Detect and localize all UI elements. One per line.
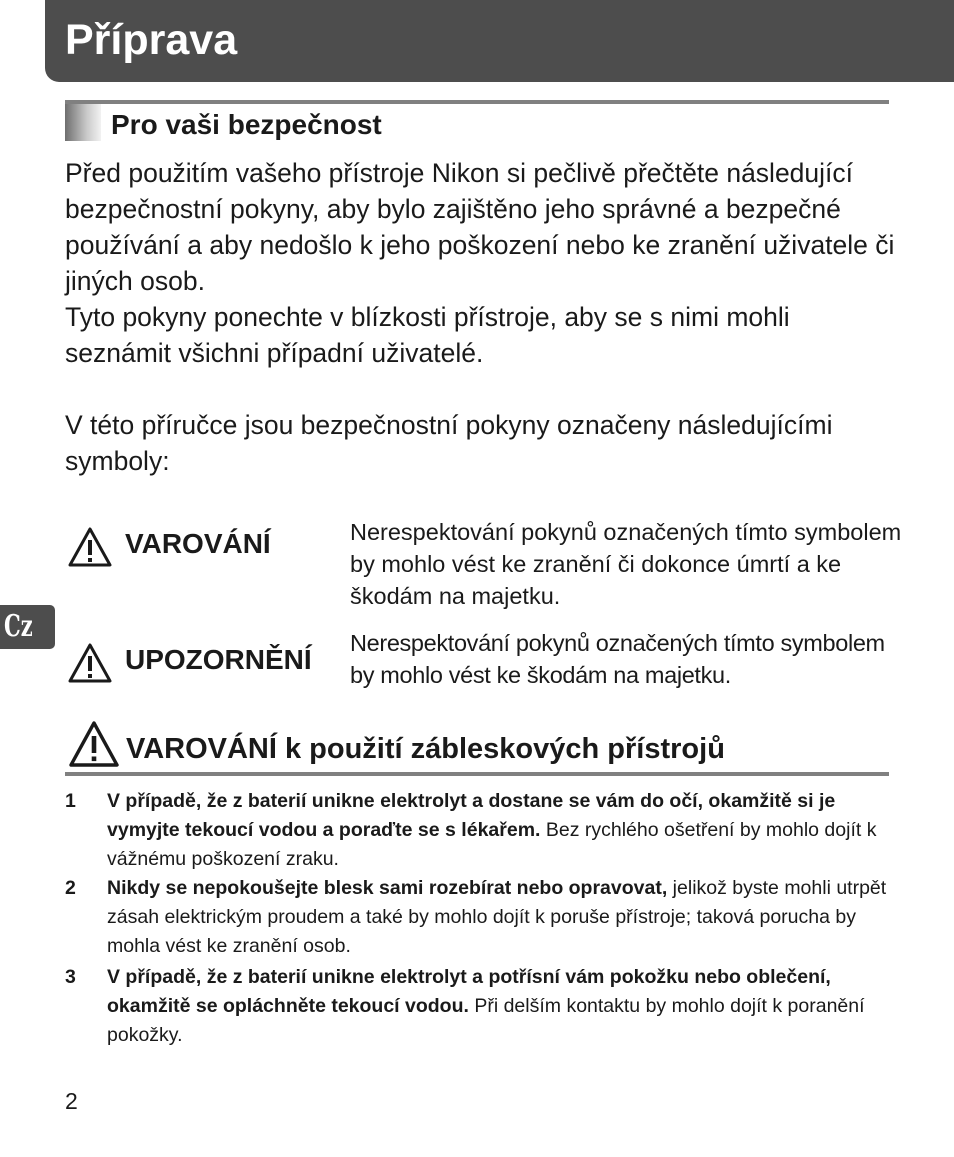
symbol-description-caution: Nerespektování pokynů označených tímto symbolem by mohlo vést ke škodám na majetku. — [350, 630, 885, 688]
symbol-label-caution: UPOZORNĚNÍ — [125, 644, 312, 675]
item-text — [107, 963, 897, 1050]
section-rule — [65, 100, 889, 104]
page-number: 2 — [65, 1088, 78, 1114]
warning-section-icon — [68, 720, 120, 768]
item-number: 3 — [65, 966, 76, 988]
warning-section-rule — [65, 772, 889, 776]
item-number: 2 — [65, 877, 76, 899]
item-text — [107, 874, 897, 961]
item-bold-text: Nikdy se nepokoušejte blesk sami rozebírat nebo opravovat, — [107, 877, 668, 899]
symbol-description-warning: Nerespektování pokynů označených tímto symbolem by mohlo vést ke zranění či dokonce úmrtí a ke škodám na majetku. — [350, 519, 902, 609]
intro-paragraph-2: Tyto pokyny ponechte v blízkosti přístroje, aby se s nimi mohli seznámit všichni případní uživatelé. — [65, 302, 790, 368]
title-bar — [45, 0, 954, 82]
intro-paragraph-3: V této příručce jsou bezpečnostní pokyny označeny následujícími symboly: — [65, 410, 833, 476]
intro-paragraph-1: Před použitím vašeho přístroje Nikon si pečlivě přečtěte následující bezpečnostní pokyny, aby bylo zajištěno jeho správné a bezpečné používání a aby nedošlo k jeho poškození nebo ke zranění uživatele či jiných osob. — [65, 158, 895, 296]
item-number: 1 — [65, 790, 76, 812]
caution-triangle-icon — [67, 642, 113, 684]
section-title: Pro vaši bezpečnost — [111, 109, 382, 140]
item-bold-text: V případě, že z baterií unikne elektrolyt a dostane se vám do očí, okamžitě si je vymyjte tekoucí vodou a poraďte se s lékařem. — [107, 790, 836, 841]
page-title: Příprava — [65, 16, 238, 64]
item-normal-text: Při delším kontaktu by mohlo dojít k poranění pokožky. — [107, 995, 865, 1046]
language-tab — [0, 605, 55, 649]
language-tab-label: Cz — [4, 609, 33, 644]
symbol-label-warning: VAROVÁNÍ — [125, 528, 271, 559]
warning-section-title: VAROVÁNÍ k použití zábleskových přístrojů — [126, 733, 725, 765]
item-normal-text: jelikož byste mohli utrpět zásah elektrickým proudem a také by mohlo dojít k poruše přístroje; taková porucha by mohla vést ke zranění osob. — [107, 877, 887, 957]
item-bold-text: V případě, že z baterií unikne elektrolyt a potřísní vám pokožku nebo oblečení, okamžitě se opláchněte tekoucí vodou. — [107, 966, 831, 1017]
item-normal-text: Bez rychlého ošetření by mohlo dojít k vážnému poškození zraku. — [107, 819, 877, 870]
warning-triangle-icon — [67, 526, 113, 568]
section-marker — [65, 104, 101, 141]
item-text — [107, 787, 897, 874]
